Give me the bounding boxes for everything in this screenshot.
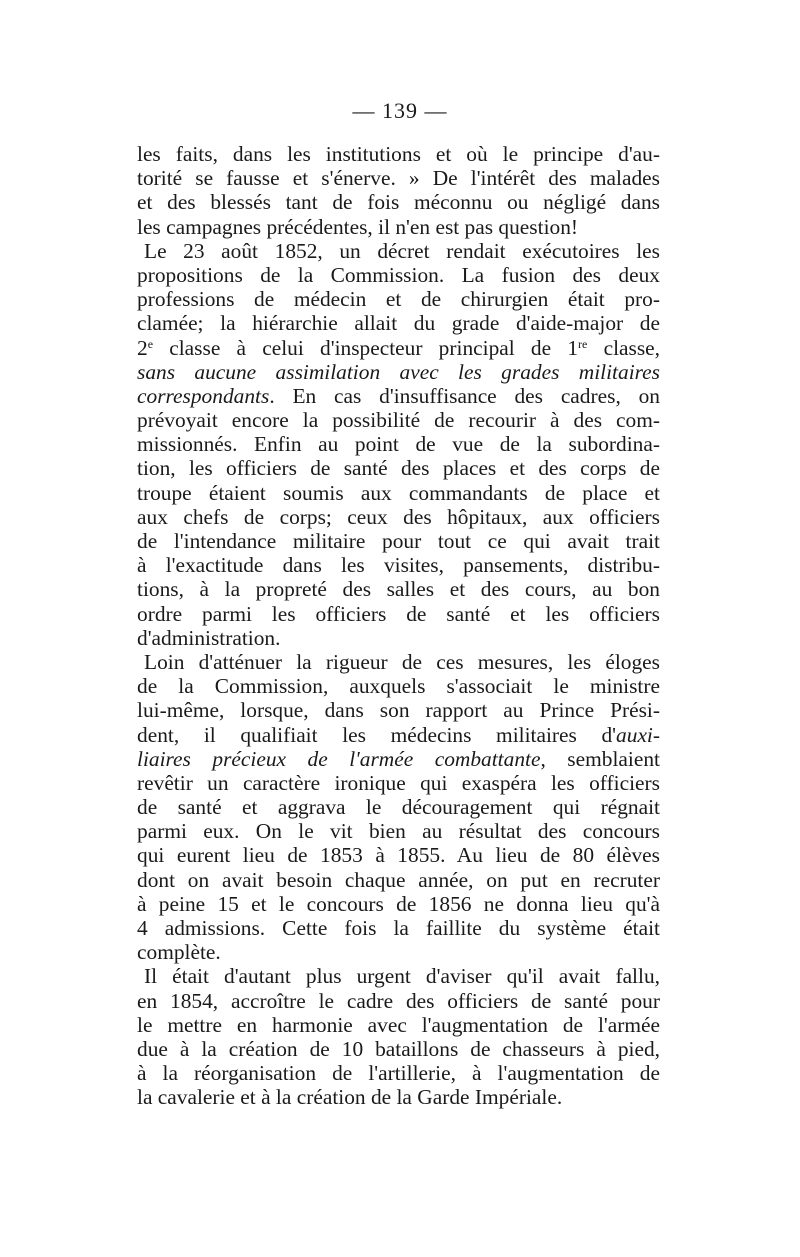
text-line bbox=[137, 215, 660, 239]
text-run: 2 bbox=[137, 335, 148, 360]
text-run: dont on avait besoin chaque année, on put en recruter bbox=[137, 867, 660, 892]
text-run: Loin d'atténuer la rigueur de ces mesures, les éloges bbox=[144, 649, 660, 674]
text-line bbox=[137, 989, 660, 1013]
text-run: classe à celui d'inspecteur principal de 1 bbox=[153, 335, 579, 360]
text-run: dent, il qualifiait les médecins militaires d' bbox=[137, 722, 617, 747]
text-line bbox=[137, 771, 660, 795]
text-line bbox=[137, 336, 660, 360]
text-run: les faits, dans les institutions et où le principe d'au- bbox=[137, 142, 660, 166]
text-line bbox=[137, 263, 660, 287]
text-run: professions de médecin et de chirurgien était pro- bbox=[137, 287, 660, 312]
text-line bbox=[137, 529, 660, 553]
text-run: le mettre en harmonie avec l'augmentation de l'armée bbox=[137, 1012, 660, 1037]
text-line bbox=[137, 795, 660, 819]
text-line bbox=[137, 360, 660, 384]
text-line bbox=[137, 553, 660, 577]
text-run: de l'intendance militaire pour tout ce qui avait trait bbox=[137, 529, 660, 553]
text-run: . En cas d'insuffisance des cadres, on bbox=[269, 383, 660, 408]
text-line bbox=[137, 166, 660, 190]
text-run: , semblaient bbox=[540, 746, 660, 771]
text-line bbox=[137, 650, 660, 674]
text-run: propositions de la Commission. La fusion des deux bbox=[137, 262, 660, 287]
page-number: — 139 — bbox=[352, 98, 448, 123]
text-line bbox=[137, 1013, 660, 1037]
text-line bbox=[137, 505, 660, 529]
text-line bbox=[137, 239, 660, 263]
text-line bbox=[137, 190, 660, 214]
text-line bbox=[137, 626, 660, 650]
text-line bbox=[137, 432, 660, 456]
text-run: Il était d'autant plus urgent d'aviser qu'il avait fallu, bbox=[144, 964, 660, 989]
text-line bbox=[137, 456, 660, 480]
text-line bbox=[137, 892, 660, 916]
italic-text: correspondants bbox=[137, 383, 270, 408]
italic-text: sans aucune assimilation avec les grades militaires bbox=[137, 359, 660, 384]
text-line bbox=[137, 674, 660, 698]
text-run: due à la création de 10 bataillons de chasseurs à pied, bbox=[137, 1036, 660, 1061]
text-line bbox=[137, 843, 660, 867]
text-line bbox=[137, 868, 660, 892]
text-run: 4 admissions. Cette fois la faillite du système était bbox=[137, 916, 660, 940]
text-run: prévoyait encore la possibilité de recourir à des com- bbox=[137, 408, 660, 433]
text-line bbox=[137, 723, 660, 747]
text-line bbox=[137, 1037, 660, 1061]
text-run: de santé et aggrava le découragement qui régnait bbox=[137, 795, 660, 820]
text-run: revêtir un caractère ironique qui exaspéra les officiers bbox=[137, 770, 660, 795]
text-run: à peine 15 et le concours de 1856 ne donna lieu qu'à bbox=[137, 891, 660, 916]
superscript: e bbox=[147, 336, 154, 351]
text-line bbox=[137, 602, 660, 626]
text-run: aux chefs de corps; ceux des hôpitaux, aux officiers bbox=[137, 504, 660, 529]
body-text bbox=[137, 142, 660, 1110]
text-line bbox=[137, 408, 660, 432]
text-run: les campagnes précédentes, il n'en est pas question! bbox=[137, 214, 579, 239]
text-run: classe, bbox=[587, 335, 660, 360]
text-run: torité se fausse et s'énerve. » De l'intérêt des malades bbox=[137, 166, 660, 191]
text-run: et des blessés tant de fois méconnu ou négligé dans bbox=[137, 190, 660, 215]
text-run: parmi eux. On le vit bien au résultat des concours bbox=[137, 819, 660, 844]
text-line bbox=[137, 819, 660, 843]
text-line bbox=[137, 481, 660, 505]
text-run: troupe étaient soumis aux commandants de place et bbox=[137, 480, 660, 505]
text-run: complète. bbox=[137, 940, 221, 965]
text-line bbox=[137, 940, 660, 964]
text-run: Le 23 août 1852, un décret rendait exécutoires les bbox=[144, 238, 660, 263]
text-run: tions, à la propreté des salles et des cours, au bon bbox=[137, 577, 660, 602]
text-run: missionnés. Enfin au point de vue de la subordina- bbox=[137, 432, 660, 457]
text-run: tion, les officiers de santé des places et des corps de bbox=[137, 456, 660, 481]
text-line bbox=[137, 311, 660, 335]
text-run: qui eurent lieu de 1853 à 1855. Au lieu de 80 élèves bbox=[137, 843, 660, 868]
text-run: en 1854, accroître le cadre des officiers de santé pour bbox=[137, 988, 660, 1013]
text-line bbox=[137, 698, 660, 722]
text-line bbox=[137, 287, 660, 311]
text-line bbox=[137, 964, 660, 988]
text-run: d'administration. bbox=[137, 625, 281, 650]
text-line bbox=[137, 577, 660, 601]
text-line bbox=[137, 916, 660, 940]
text-run: à la réorganisation de l'artillerie, à l'augmentation de bbox=[137, 1061, 660, 1086]
italic-text: liaires précieux de l'armée combattante bbox=[137, 746, 541, 771]
text-line bbox=[137, 1061, 660, 1085]
italic-text: auxi- bbox=[616, 722, 660, 747]
text-run: la cavalerie et à la création de la Garde Impériale. bbox=[137, 1085, 563, 1110]
text-line bbox=[137, 384, 660, 408]
text-run: de la Commission, auxquels s'associait le ministre bbox=[137, 674, 660, 699]
text-run: à l'exactitude dans les visites, pansements, distribu- bbox=[137, 553, 660, 578]
superscript: re bbox=[578, 336, 588, 351]
text-run: lui-même, lorsque, dans son rapport au Prince Prési- bbox=[137, 698, 660, 723]
text-run: ordre parmi les officiers de santé et les officiers bbox=[137, 601, 660, 626]
text-line bbox=[137, 747, 660, 771]
text-line bbox=[137, 1085, 660, 1109]
text-line bbox=[137, 142, 660, 166]
text-run: clamée; la hiérarchie allait du grade d'aide-major de bbox=[137, 311, 660, 336]
